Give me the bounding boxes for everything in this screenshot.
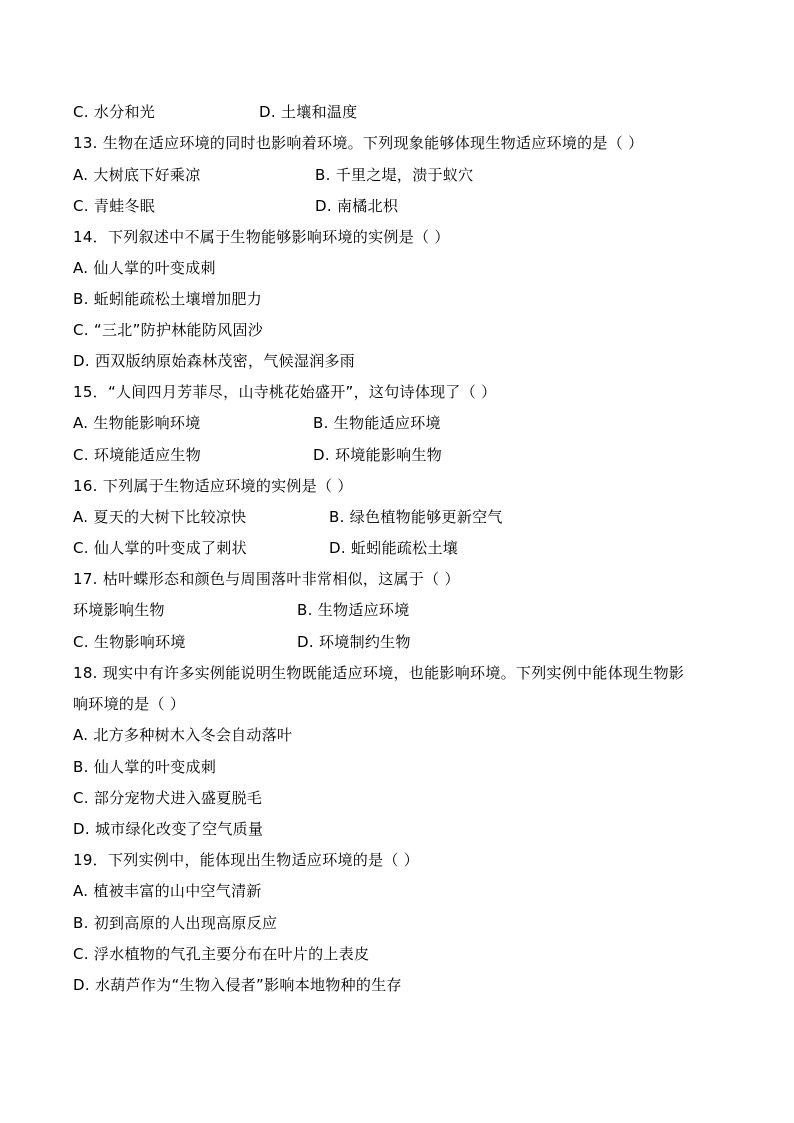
q17-option-c: C. 生物影响环境 [73,633,186,651]
q14-option-d: D. 西双版纳原始森林茂密，气候湿润多雨 [73,352,356,370]
q18-option-c: C. 部分宠物犬进入盛夏脱毛 [73,789,263,807]
q16-option-a: A. 夏天的大树下比较凉快 [73,508,247,526]
q19-option-d: D. 水葫芦作为“生物入侵者”影响本地物种的生存 [73,976,402,994]
q15-option-a: A. 生物能影响环境 [73,414,201,432]
question-19: 19．下列实例中，能体现出生物适应环境的是（ ） [73,851,420,869]
question-18-continued: 响环境的是（ ） [73,695,186,713]
q15-option-c: C. 环境能适应生物 [73,446,202,464]
q18-option-a: A. 北方多种树木入冬会自动落叶 [73,726,293,744]
question-16: 16. 下列属于生物适应环境的实例是（ ） [73,477,353,495]
q17-option-b: B. 生物适应环境 [297,601,410,619]
q16-option-b: B. 绿色植物能够更新空气 [329,508,503,526]
question-14: 14．下列叙述中不属于生物能够影响环境的实例是（ ） [73,228,450,246]
question-17: 17. 枯叶蝶形态和颜色与周围落叶非常相似，这属于（ ） [73,570,460,588]
q13-option-d: D. 南橘北枳 [315,197,399,215]
q16-option-c: C. 仙人掌的叶变成了刺状 [73,539,247,557]
q19-option-b: B. 初到高原的人出现高原反应 [73,914,278,932]
q14-option-c: C. “三北”防护林能防风固沙 [73,321,264,339]
q16-option-d: D. 蚯蚓能疏松土壤 [329,539,459,557]
question-18: 18. 现实中有许多实例能说明生物既能适应环境，也能影响环境。下列实例中能体现生物影 [73,664,685,682]
q18-option-d: D. 城市绿化改变了空气质量 [73,820,264,838]
q13-option-b: B. 千里之堤，溃于蚁穴 [315,166,474,184]
q15-option-d: D. 环境能影响生物 [313,446,443,464]
option-c-line: C. 水分和光 [73,103,156,121]
question-15: 15．“人间四月芳菲尽，山寺桃花始盛开”，这句诗体现了（ ） [73,383,497,401]
q18-option-b: B. 仙人掌的叶变成刺 [73,758,217,776]
q19-option-a: A. 植被丰富的山中空气清新 [73,882,262,900]
q17-option-a: 环境影响生物 [73,601,165,619]
question-13: 13. 生物在适应环境的同时也影响着环境。下列现象能够体现生物适应环境的是（ ） [73,134,644,152]
q13-option-a: A. 大树底下好乘凉 [73,166,201,184]
q17-option-d: D. 环境制约生物 [297,633,411,651]
q19-option-c: C. 浮水植物的气孔主要分布在叶片的上表皮 [73,945,370,963]
option-d-line: D. 土壤和温度 [259,103,358,121]
q14-option-b: B. 蚯蚓能疏松土壤增加肥力 [73,290,263,308]
q13-option-c: C. 青蛙冬眠 [73,197,156,215]
q14-option-a: A. 仙人掌的叶变成刺 [73,259,216,277]
q15-option-b: B. 生物能适应环境 [313,414,441,432]
